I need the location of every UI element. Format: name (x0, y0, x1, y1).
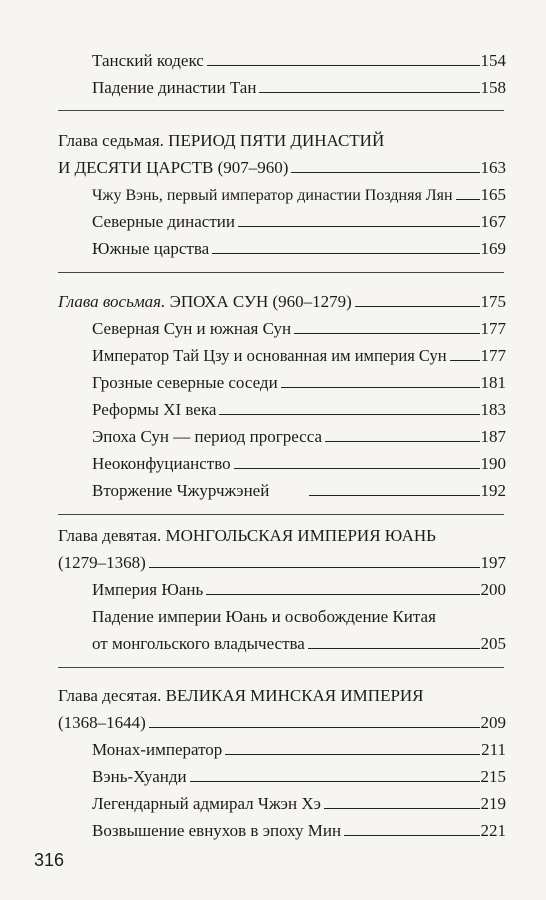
chapter-title-cont: (1279–1368) (58, 553, 146, 572)
toc-entry-page: 154 (480, 51, 506, 70)
toc-entry-page: 181 (480, 373, 506, 392)
toc-entry-page: 177 (480, 319, 506, 338)
chapter-page: 175 (480, 292, 506, 311)
toc-entry-page: 190 (480, 454, 506, 473)
chapter-title: МОНГОЛЬСКАЯ ИМПЕРИЯ ЮАНЬ (165, 526, 436, 545)
toc-entry-page: 192 (480, 481, 506, 500)
dot-leader (344, 835, 479, 836)
chapter-heading (58, 685, 424, 707)
toc-entry-title: Легендарный адмирал Чжэн Хэ (92, 794, 321, 813)
dot-leader (281, 387, 480, 388)
toc-entry (92, 211, 506, 233)
toc-entry-page: 219 (480, 794, 506, 813)
toc-entry-page: 211 (481, 740, 506, 759)
toc-entry-title: Реформы XI века (92, 400, 217, 419)
dot-leader (207, 65, 480, 66)
toc-entry (92, 372, 506, 394)
dot-leader (355, 306, 480, 307)
dot-leader (149, 567, 480, 568)
dot-leader (450, 360, 480, 361)
chapter-entry (58, 712, 506, 734)
dot-leader (190, 781, 480, 782)
toc-entry-page: 165 (480, 185, 506, 204)
toc-entry (92, 345, 506, 367)
dot-leader (212, 253, 479, 254)
toc-entry-page: 158 (480, 78, 506, 97)
dot-leader (259, 92, 479, 93)
dot-leader (219, 414, 479, 415)
toc-entry (92, 766, 506, 788)
dot-leader (225, 754, 480, 755)
dot-leader (234, 468, 480, 469)
chapter-label: Глава девятая. (58, 526, 162, 545)
toc-entry-title: Возвышение евнухов в эпоху Мин (92, 821, 342, 840)
chapter-entry (58, 552, 506, 574)
toc-entry-title: Эпоха Сун — период прогресса (92, 427, 323, 446)
dot-leader (149, 727, 480, 728)
toc-entry-page: 183 (480, 400, 506, 419)
toc-entry (92, 399, 506, 421)
toc-entry (92, 633, 506, 655)
toc-entry-title-cont: от монгольского владычества (92, 634, 305, 653)
toc-entry (92, 426, 506, 448)
toc-entry (92, 793, 506, 815)
chapter-heading (58, 525, 436, 547)
toc-entry-title: Император Тай Цзу и основанная им империя Сун (92, 346, 447, 365)
toc-entry-page: 205 (480, 634, 506, 653)
toc-entry (92, 238, 506, 260)
section-divider (58, 667, 504, 668)
toc-entry-page: 187 (480, 427, 506, 446)
dot-leader (291, 172, 479, 173)
toc-entry (92, 480, 506, 502)
dot-leader (325, 441, 479, 442)
section-divider (58, 272, 504, 273)
chapter-page: 163 (480, 158, 506, 177)
dot-leader (308, 648, 480, 649)
toc-entry-title: Падение династии Тан (92, 78, 257, 97)
toc-entry (92, 579, 506, 601)
toc-entry-title: Грозные северные соседи (92, 373, 278, 392)
toc-entry-page: 200 (480, 580, 506, 599)
dot-leader (456, 199, 480, 200)
chapter-entry (58, 291, 506, 313)
dot-leader (206, 594, 479, 595)
section-divider (58, 110, 504, 111)
toc-entry (92, 77, 506, 99)
chapter-label: Глава восьмая. (58, 292, 166, 311)
toc-entry-page: 177 (480, 346, 506, 365)
chapter-page: 197 (480, 553, 506, 572)
chapter-title: ПЕРИОД ПЯТИ ДИНАСТИЙ (168, 131, 385, 150)
toc-entry-page: 215 (480, 767, 506, 786)
chapter-label: Глава десятая. (58, 686, 162, 705)
dot-leader (324, 808, 480, 809)
page-number: 316 (34, 850, 65, 870)
toc-entry-title: Чжу Вэнь, первый император династии Поздняя Лян (92, 187, 453, 204)
toc-entry-title: Монах-император (92, 740, 223, 759)
toc-entry-page: 167 (480, 212, 506, 231)
chapter-title-cont: (1368–1644) (58, 713, 146, 732)
toc-entry (92, 50, 506, 72)
toc-entry-title: Северная Сун и южная Сун (92, 319, 292, 338)
chapter-heading (58, 130, 384, 152)
chapter-heading (58, 291, 352, 313)
toc-entry-page: 221 (480, 821, 506, 840)
chapter-entry (58, 157, 506, 179)
toc-entry-title: Падение империи Юань и освобождение Китая (92, 607, 436, 626)
toc-entry-title: Вэнь-Хуанди (92, 767, 187, 786)
chapter-title: ВЕЛИКАЯ МИНСКАЯ ИМПЕРИЯ (165, 686, 424, 705)
dot-leader (309, 495, 479, 496)
toc-entry-title: Вторжение Чжурчжэней (92, 481, 270, 500)
toc-entry (92, 184, 506, 207)
dot-leader (238, 226, 480, 227)
chapter-label: Глава седьмая. (58, 131, 164, 150)
toc-entry-title: Неоконфуцианство (92, 454, 231, 473)
toc-entry-page: 169 (480, 239, 506, 258)
toc-entry (92, 820, 506, 842)
toc-entry (92, 453, 506, 475)
chapter-page: 209 (480, 713, 506, 732)
toc-entry-title: Северные династии (92, 212, 235, 231)
dot-leader (294, 333, 479, 334)
toc-entry-title: Империя Юань (92, 580, 204, 599)
toc-entry-title: Южные царства (92, 239, 210, 258)
chapter-title-cont: И ДЕСЯТИ ЦАРСТВ (907–960) (58, 158, 289, 177)
section-divider (58, 514, 504, 515)
toc-entry (92, 318, 506, 340)
toc-entry-title: Танский кодекс (92, 51, 204, 70)
toc-entry (92, 739, 506, 761)
chapter-title: ЭПОХА СУН (960–1279) (169, 292, 352, 311)
